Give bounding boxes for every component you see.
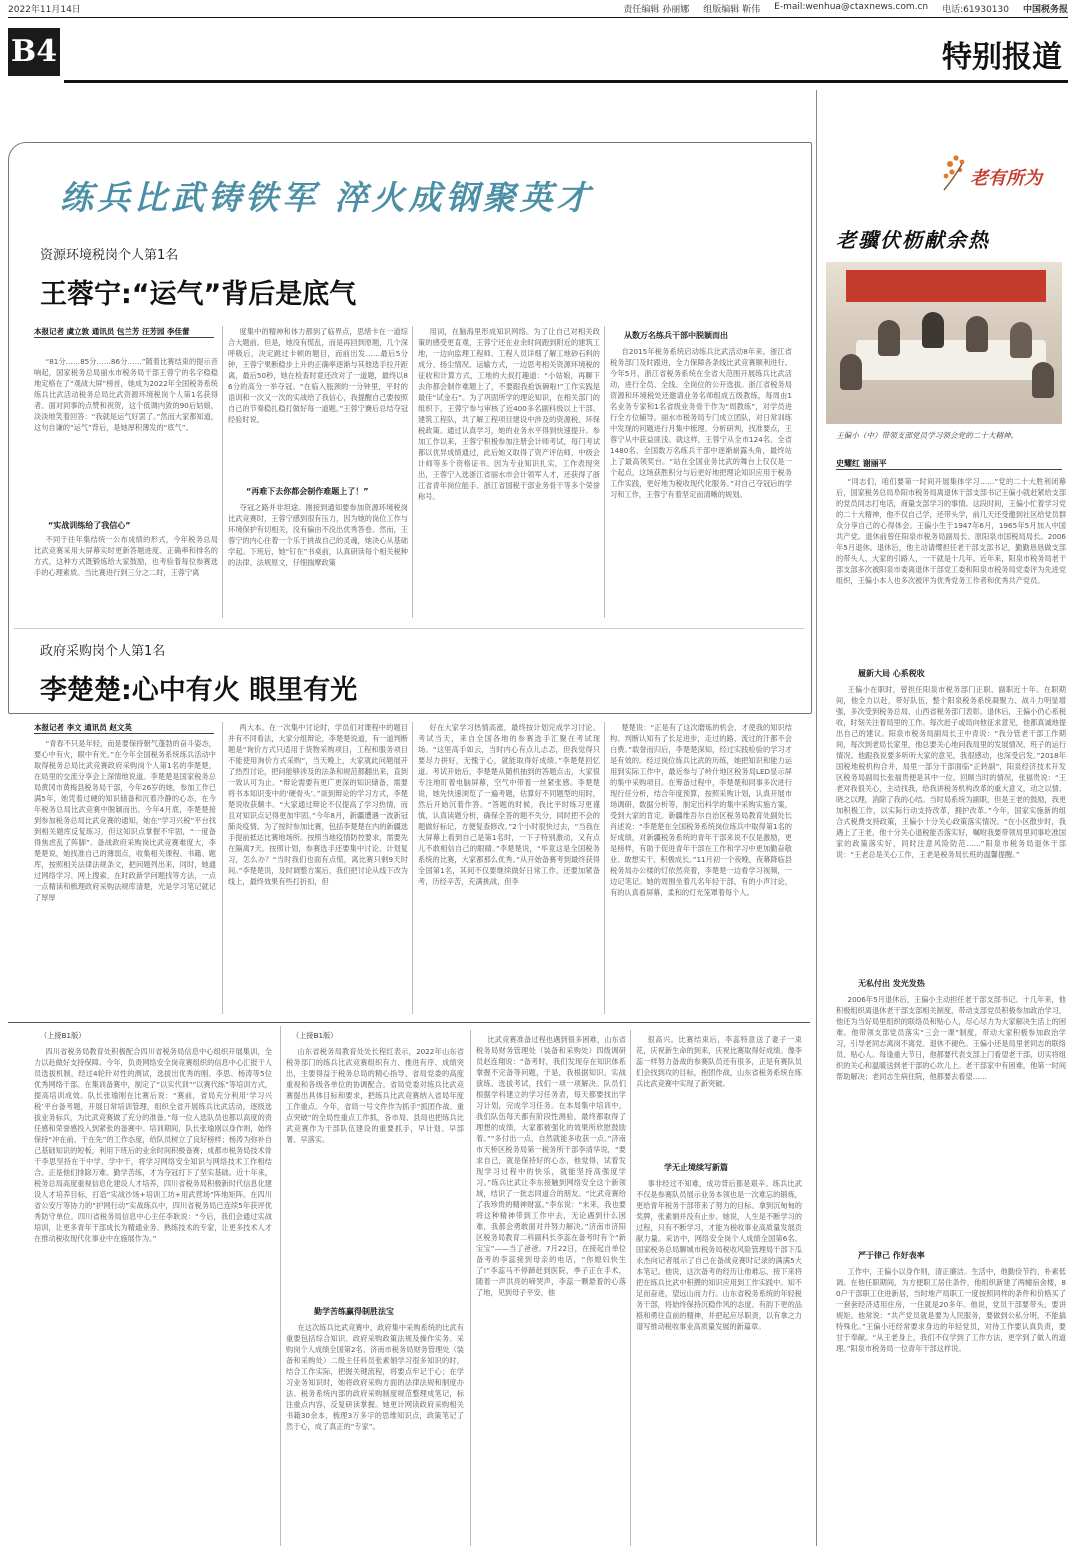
photo-person (1010, 322, 1032, 358)
photo-person (840, 354, 862, 390)
story1-col2-quote: “再难下去你都会制作难题上了！” (246, 487, 369, 496)
story1-col2b-text: 夺冠之路并非坦途。刚接到通知要参加资源环境税岗比武竞赛时，王蓉宁感到很有压力，因为她的岗位工作与环境保护有切相关，没有偏由不没出优秀答卷。然而，王蓉宁的内心住着一个乐于挑战自己的灵魂，她决心从基础学起。下班后，她“钉在”书桌前，认真研读每个相关税种的法律、法规原文，仔细揣摩政策 (228, 503, 408, 567)
story1-col1b-text: 不同于往年集结统一公布成绩的形式，今年税务总局比武竞赛采用大屏幕实时更新答题进度、正确率和排名的方式，这种方式既锻炼给大家鼓励，也考验着每位参赛选手的心理素质。当比赛进行到三分之二时，王蓉宁离 (34, 535, 218, 577)
story1-col4-text: 自2015年税务系统启动练兵比武活动8年来，浙江省税务部门及时跟进，全力保障各条线比武竞赛顺利进行。今年5月，浙江省税务系统在全省大范围开展练兵比武活动，进行全员、全线、全岗位的公开选拔。浙江省税务局资源和环境税处还邀请业务名师组成五级教练，每周由1名业务专家和1名省级业务骨干作为“周教练”，对学员进行全方位辅导。丽水市税务局专门成立团队，对日常训练中发现的问题进行月集中梳理、分析研判，找准要点，王蓉宁从中获益匪浅。就这样，王蓉宁从全市124名、全省1480名、全国数万名练兵干部中逐渐崭露头角，最终站上了最高领奖台。“站在全国业务比武的舞台上仅仅是一个起点，这场获胜积分与后更好地把理论知识应用于税务工作实践，更好地为税收现代化服务。”对自己夺冠后的学习和工作，王蓉宁有着坚定而清晰的规划。 (610, 347, 792, 499)
story3-col4-text: 很高兴。比赛结束后，李蕊特意送了妻子一束花，庆祝新生命的到来，庆祝比赛取得好成绩。像李蕊一样努力备战的参赛队员还有很多，正是有赛队员们会找到攻的目标，抱团作战，山东省税务系统在练兵比武竞赛中实现了新突破。 (636, 1035, 802, 1088)
story3-col2b-text: 在这次练兵比武竞赛中，政府集中采购系统的比武有重要包括综合知识、政府采购政策法规及操作实务。采购岗个人成绩全国第2名、济南市税务局财务管理处（装备和采购处）二级主任科员张素娟学习很多知识的时，结合工作实际，把握关键流程，将要点牢记于心；在学习业务知识时，她将政府采购方面的法律法规和制度办法、税务系统内部的政府采购制度规范整理成笔记，标注重点内容，反复研读掌握。她更计网读政府采购相关书籍30余本，梳理3万多字的思维知识点，政策笔记了然于心，成了真正的“专家”。 (286, 1323, 464, 1431)
story1-col4 (610, 346, 792, 618)
photo-banner (846, 270, 1046, 302)
story1-kicker: 资源环境税岗个人第1名 (40, 248, 179, 263)
story2-col3-text: 好在大家学习热情高涨，最终按计划完成学习讨论。考试当天，来自全国各地的参赛选手汇聚在考试现场。“这里高手如云，当时内心有点儿忐忑，但我觉得只要尽力拼好，无愧于心，就能取得好成绩。”李楚楚回忆道。考试开始后，李楚楚从随机抽到的答题点击，大家很专注地盯着电脑屏幕，空气中带着一丝紧张感。李楚楚说，她先快速浏览了一遍考题，估算好不同题型的用时，然后开始沉着作答。“答题的时候，我比平时练习更谨慎，认真读题分析，确保全答的题不失分，同时把不会的题做好标记，方便复查修改。”2个小时很快过去，“当我在大屏幕上看到自己是第1名时，一下子特别激动，又有点儿不敢相信自己的眼睛。”李楚楚说，“毕竟这是全国税务系统的比赛，大家都那么优秀。”从开始备赛考到最终获得全国第1名，其间不仅要继续做好日常工作，还要加紧备考，历经辛苦，充满挑战，但李 (418, 723, 600, 886)
divider (222, 326, 223, 618)
divider (604, 326, 605, 618)
section-title: 特别报道 (942, 40, 1062, 75)
story3-col3-text: 比武竞赛准备过程也遇到很多困难，山东省税务局财务管理处（装备和采购处）四级调研员赵连翔说：“备考时，我们发现存在知识体系掌握不完备等问题，于是，我根据知识、实战演练、选拔考试，找们一项一项解决。队员们根据学科建立的学习任务表，每天都要找出学习计划，完成学习任务。在本局集中培训中，我们队伍每天都有阶段性测验，最终都取得了理想的成绩，大家都被强化的效果所欣慰鼓励着。”“多付出一点，自然就能多收获一点。”济南市天桥区税务局第一税务所干部李清华说，“要求自己，就是保持好的心态，他觉得，试着发现学习过程中的快乐，就能坚持高强度学习。”练兵比武让李东接触到网络安全这个新领域，结识了一批志同道合的朋友。“比武竞赛给了我珍贵的精神财富。”李东说：“未来，我也要将这种精神带到工作中去，无论遇到什么困难，我都会勇敢面对并努力解决。”济南市济阳区税务局教育二科副科长李蕊在备考时有个“新宝宝”——当了爸爸。7月22日，在接起自单位备考的李蕊接到母亲的电话，“你媳妇快生了!”李蕊马不停蹄赶到医院，季子正在手术，随着一声洪亮的啼哭声，李蕊一颗悬着的心落了地，见到母子平安，他 (476, 1035, 626, 1297)
story3-col4-sub: 学无止境续写新篇 (664, 1163, 728, 1172)
story1-byline: 本报记者 虞立敦 通讯员 包兰芳 汪芳园 李佳蕾 (34, 326, 214, 338)
section-rule (64, 80, 1068, 83)
issue-date: 2022年11月14日 (8, 4, 81, 15)
story1-col4-sub: 从数万名练兵干部中脱颖而出 (624, 331, 728, 340)
paper-name: 中国税务报 (1022, 4, 1068, 15)
sidebar-divider (816, 90, 817, 1546)
story3-col1 (34, 1046, 272, 1546)
sidebar-p3 (836, 994, 1066, 1244)
sidebar-sub2: 无私付出 发光发热 (858, 979, 925, 988)
photo-person (966, 316, 988, 352)
sprig-icon (940, 150, 1060, 200)
top-rule (8, 17, 1068, 18)
page-code: B4 (8, 28, 60, 76)
photo-person (878, 320, 900, 356)
sidebar-p1-text: “同志们，咱们要第一时间开展集体学习……”党的二十大胜利闭幕后，国家税务总局阜阳市税务局离退休干部支部书记王偏小就赶紧给支部的党员同志打电话，商量支部学习的事情。这段时间，王偏小忙着学习党的二十大精神，他不仅自己学，还带头学，前几天还受邀到社区给党员群众分享自己的心得体会。王偏小生于1947年6月，1965年5月加入中国共产党。退休前曾任阳泉市税务局副局长、原阳泉市国税局局长。2006年5月退休。退休后，他主动请缨担任老干部支部书记，勤勤恳恳做支部的带头人、大家的引路人，一干就是十几年。近年来，阳泉市税务局老干部支部多次被阳泉市委离退休干部党工委和阳泉市税务局党委评为先进党组织，王偏小本人也多次被评为优秀党务工作者和优秀共产党员。 (836, 477, 1066, 585)
divider (470, 1030, 471, 1546)
sidebar-p4 (836, 1266, 1066, 1546)
story1-col1b (34, 534, 218, 618)
story3-col2 (286, 1046, 464, 1302)
divider (630, 1030, 631, 1546)
story1-col3-text: 用词，在脑海里形成知识网络。为了让自己对相关政策的感受更直观，王蓉宁还在业余时间跑到附近的建筑工地，一边向监理工程师、工程人员详细了解工地砂石料的成分、扬尘情况、运输方式，一边思考相关资源环境税的征收和计算方式，工地的大叔打趣道：“小姑娘，再聊下去你都会制作难题上了，不要跟我抢饭碗啦!”工作实践是最佳“试金石”。为了巩固所学的理论知识，在相关部门的组织下，王蓉宁参与审核了近400多名副科级以上干部、建筑工程队，共了解工程项目建设中涉及的资源税、环保税政策。通过认真学习，她的业务水平得到快速提升。参加工作以来，王蓉宁积极参加注册会计师考试，每门考试都以优异成绩通过，此后她又取得了资产评估师、中级会计师等多个资格证书。因为专业知识扎实，工作表现突出，王蓉宁入选浙江省丽水市会计领军人才，还获得了浙江省青年岗位能手、浙江省国税干部业务骨干等多个荣誉称号。 (418, 327, 600, 501)
story1-col3 (418, 326, 600, 618)
story3-col3 (476, 1034, 626, 1544)
story2-col3 (418, 722, 600, 1014)
story1-col2-text: 度集中的精神和体力都到了临界点，思绪卡在一道综合大题前。但是，她没有慌乱，而是再回到原题，几个深呼吸后，决定跳过卡顿的题目，而前出发……最后5分钟，王蓉宁果断稳步上升的正确率逐渐与其他选手拉开距离，最后50秒，她在检查时竟还改对了一道题，最终以86分的高分一举夺冠。“在临入瓶颈的一分钟里，平时的语训和一次又一次的实战给了我信心，我提醒自己要按照自己的节奏稳扎稳打做好每一道题。”王蓉宁賽后总结夺冠经验时说。 (228, 327, 408, 424)
story1-col1-text: “81分……85分……86分……”随着比赛结束的提示音响起，国家税务总局丽水市税务局干部王蓉宁的名字稳稳地定格在了“观战大屏”榜首，她成为2022年全国税务系统练兵比武活动税务总局比武资源环境税岗个人第1名获得者。面对同事的点赞和祝贺，这个低调内敛的90后姑娘，淡淡地笑着回答：“我就是运气好罢了。”然而大家都知道，这句自谦的“运气”背后，是她厚积薄发的“底气”。 (34, 357, 218, 432)
jump-label: （上接B1版） (40, 1031, 86, 1040)
sidebar-sub1: 履新大局 心系税收 (858, 669, 925, 678)
story3-col2-sub: 勤学苦练赢得制胜法宝 (314, 1307, 394, 1316)
sidebar-headline: 老骥伏枥献余热 (836, 228, 990, 252)
meeting-photo (826, 262, 1062, 424)
story3-jump-right (292, 1030, 492, 1042)
story3-col1-text: 四川省税务局教育处积极配合四川省税务局信息中心组织开展集训，全力以赴做好支持保障。今年，负责网络安全岗竞赛组织的信息中心汇报干人员选拔机制，经过4轮针对性的测试，选拔出优秀的刚、李思、杨涛等5位优秀网络干部。在集训备赛中，制定了“以实代训”“以赛代练”等培训方式，提高培训成效。队长张瑜刚在比赛后说：“赛前，省局充分利用‘学习兴税’平台备考题，开展日常培训管理，组织全省开展练兵比武活动，逐级选拔业务标兵，为比武竞赛做了充分的准备。”每一位入选队员也都以高度的责任感和荣誉感投入到紧张的备赛中。培训期间，队长张瑜刚以身作则，始终保持“冲在前、干在先”的工作态度，给队员树立了良好榜样；杨涛为弥补自己基础知识的短板，利用下班后的业余时间积极备赛；成都市税务局技术骨干李思坚持在干中学、学中干，将学习网络安全知识与网络技术工作相结合。正是他们排除万难、勤学苦练，才为夺冠打下了坚实基础。近十年来，税务总局高度重视信息化建设人才培养，四川省税务局积极新时代信息化建设人才培养目标，打造“实战沙场+培训工坊+用武营场”阵地矩阵。在四川省公安厅等协力的“护网行动”实战练兵中，四川省税务局已连续5年获评优秀防守单位。四川省税务局信息中心主任李耿说：“今后，我们会通过实战培训，让更多青年干部成长为精通业务、熟练技术的专家，让更多技术人才在推动税收现代化事业中在施展作为。” (34, 1047, 272, 1243)
divider (280, 1026, 281, 1546)
sidebar-p3-text: 2006年5月退休后，王偏小主动担任老干部支部书记。十几年来，他积极组织离退休老干部支部相关制度，带动支部党员积极参加政治学习，他还为当好局里组织的联络员和贴心人，尽心尽力为大家解决生活上的困难。他带领支部党员落实“三会一课”制度，带动大家积极参加政治学习，引导老同志离岗不离党、退休不褪色。王偏小还是局里老同志的联络员、贴心人。每逢重大节日，他都要代表支部上门看望老干部，切实将组织的关心和温暖送到老干部的心坎儿上。老干部家中有困难，他第一时间帮助解决；老同志生病住院，他都要去看望…… (836, 995, 1066, 1081)
story2-byline: 本报记者 李文 通讯员 赵文英 (34, 722, 214, 734)
masthead-bar (8, 0, 1068, 16)
designer-credit: 组版编辑 靳伟 (703, 4, 761, 15)
story3-col4 (636, 1034, 802, 1158)
divider (412, 722, 413, 1014)
sidebar-p1 (836, 476, 1066, 662)
jump-label: （上接B1版） (292, 1031, 338, 1040)
email-credit: E-mail:wenhua@ctaxnews.com.cn (774, 1, 929, 12)
sidebar-sub3: 严于律己 作好表率 (858, 1251, 925, 1260)
column-logo-text: 老有所为 (970, 168, 1042, 189)
divider (14, 628, 804, 629)
masthead-credits (623, 2, 1068, 15)
story3-col2-text: 山东省税务局教育处处长程红表示，2022年山东省税务部门的练兵比武竞赛组织有力、推进有序、成绩突出，主要得益于税务总局的精心指导、省局党委的高度重视和各级各单位的协调配合。省局党委对练兵比武竞赛提出具体目标和要求，把练兵比武竞赛纳入省局年度工作重点。今年，省局一号文件作为抓手“抓团作战、重点突破”的全局性重点工作抓，各市局、县局也把练兵比武竞赛作为干部队伍建设的重要抓手，早计划、早部署、早落实。 (286, 1047, 464, 1144)
photo-person (922, 312, 944, 348)
sidebar-byline: 史耀红 谢丽平 (836, 458, 1062, 470)
story1-col2b (228, 502, 408, 618)
sidebar-p2-text: 王偏小在职时，曾担任阳泉市税务部门正职、副职近十年。在职期间，他全力以赴，带好队伍，整个阳泉税务系统凝聚力、战斗力明显增强，多次受到税务总局、山西省税务部门表彰。退休后，王偏小仍心系税收，时刻关注着局里的工作。每次赶子或局向他征求意见，他都真诚地提出自己的建议。阳泉市税务局副局长王中青说：“我分管老干部工作期间，每次到老局长家里，他总要关心地问我局里的发展情况、班子的运行情况。他跟我说要多听听大家的意见，我很感动，也深受启发。”2018年国税地税机构合并，局里一部分干部面临“正转副”，阳泉经济技术开发区税务局副局长张福贵便是其中一位。回顾当时的情况，张福贵说：“王老对我很关心，主动找我，给我讲税务机构改革的重大意义，动之以情、晓之以理，消除了我的心结。当时局系统为副职，但是王老的鼓励，我更加积极工作，以实际行动支持改革，拥护改革。”今年，国家实施新的组合式税费支持政策，王偏小十分关心政策落实情况。“在小区散步时，我遇上了王老，他十分关心退税能否落实好，嘱咐我要带领局里同事吃准国家的政策落实好，同时注意风险防范……”阳泉市税务局退休干部说：“王老总是关心工作，王老是税务局长班的温馨提醒。” (836, 685, 1066, 859)
photo-person (1032, 362, 1054, 398)
story3-jump-left (40, 1030, 240, 1042)
divider (8, 1022, 810, 1023)
story2-headline: 李楚楚:心中有火 眼里有光 (40, 675, 358, 706)
phone-credit: 电话:61930130 (942, 4, 1009, 15)
sidebar-p2 (836, 684, 1066, 972)
column-logo (940, 150, 1060, 204)
story2-col2-text: 两大本。在一次集中讨论时，学员们对课程中的题目并有不同看法，大家分组辩论，李楚楚说道，有一道判断题是“询价方式只适用于货物采购项目，工程和服务项目不能使用询价方式采购”，当天晚上，大家就此问题展开了热烈讨论，把问能够涉及的法条和规范都翻出来，直到一致认可为止。“辩论需要有更广更深的知识储备，需要将书本知识变中的‘硬骨头’。”谈到辩论的学习方式，李楚楚说收获颇丰。“大家通过辩论不仅提高了学习热情，而且对知识点记得更加牢固。”今年8月，新疆遭遇一波新冠肺炎疫情。为了按时参加比赛，包括李楚楚在内的新疆选手提前抵达比赛地场所。按照当地疫情防控要求，需要先在隔离7天。按照计划，参赛选手还要集中讨论、计划复习，怎么办？“当时我们也面有点慌，离比赛只剩9天时间。”李楚楚说，及时调整方案后，我们把讨论从线下改为线上，最终效果有些打折扣，但 (228, 723, 408, 886)
story1-col1-sub: “实战训练给了我信心” (48, 521, 131, 530)
story3-col4b (636, 1178, 802, 1544)
story2-col4-text: 楚楚说：“正是有了这次磨炼的机会，才使我的知识结构、判断认知有了长足进步，走过的路、流过的汗都不会白费。”载誉而归后，李楚楚深知，经过实践检验的学习才是有效的。经过岗位练兵比武的历练，她把知识和能力运用到实际工作中，最近参与了岭什地区税务局LED显示屏的集中采购项目。在筹备过程中，李楚楚和同事多次进行现行任分析，结合年度预算，按照采购计划，认真开展市场调研、数据分析等，制定出科学的集中采购实施方案，受到大家的肯定。新疆维吾尔自治区税务局教育处副处长肖述说：“李楚楚在全国税务系统岗位练兵中取得第1名的好成绩，对新疆税务系统的青年干部来说不仅是激励，更是榜样，有助于促进青年干部在工作和学习中更加勤奋敬业、敢想实干、积极成长。”11月初一个夜晚，夜幕降临县税务局办公楼的灯依然亮着，李楚楚一边看学习视频，一边记笔记。她的周围坐着几名年轻干部，有的小声讨论，有的认真看屏幕，柔和的灯光笼罩着每个人。 (610, 723, 792, 897)
divider (412, 326, 413, 618)
story3-col2b (286, 1322, 464, 1544)
story1-headline: 王蓉宁:“运气”背后是底气 (40, 279, 357, 310)
sidebar-p4-text: 工作中，王偏小以身作则，清正廉洁。生活中，他勤俭节约、朴素低调。在他任职期间，为方便职工居住条件，他组织新建了两幢宿舍楼，80户干部职工住进新居，当时地产局职工一度按照同样的条件和价格买了一套套经济适用住房，一住就是20多年。他说，党员干部要带头，要讲规矩。他常说：“共产党员就是要为人民服务，要做到公私分明，不能搞特殊化。”王偏小还经常要求身边的年轻党员，对待工作要认真负责，要甘于奉献。“从王老身上，我们不仅学到了工作方法，更学到了做人的道理。”阳泉市税务局一位青年干部这样说。 (836, 1267, 1066, 1353)
story2-col4 (610, 722, 792, 1014)
story1-col2 (228, 326, 408, 462)
feature-banner: 练兵比武铸铁军 淬火成钢聚英才 (60, 178, 594, 217)
story2-col2 (228, 722, 408, 1014)
photo-caption: 王偏小（中）带领支部党员学习领会党的二十大精神。 (836, 431, 1019, 440)
story3-col4b-text: 事非经过不知难，成功背后都是艰辛。练兵比武不仅是参赛队员展示业务本领也是一次难忘的锻炼，更给青年税务干部带来了努力的目标。拿到沉甸甸的奖牌，张素娟并没有止步。她说，人生是不断学习的过程，只有不断学习，才能为税收事业高质量发展贡献力量。采访中，网络安全岗个人成绩全国第6名、国家税务总局聊城市税务局税收风险管理局干部下瓜永杰向记者展示了自己在备战竞赛时记录的满满5大本笔记。他说，这次备考的经历让他难忘，接下来将把在练兵比武中积攒的知识应用到工作实践中。知不足而奋进，望远山而力行。山东省税务系统的年轻税务干部，将始终保持沉稳作风的态度、有韵下更的品格和勇往直前的精神，并把起应尽职责，以有拿之力谱写推动税收事业高质量发展的新篇章。 (636, 1179, 802, 1331)
story2-kicker: 政府采购岗个人第1名 (40, 644, 166, 659)
story2-col1-text: “青春不只是年轻，而是要保持朝气蓬勃的奋斗姿态，要心中有火，眼中有光。”在今年全国税务系统练兵活动中取得税务总局比武竞赛政府采购岗个人第1名的李楚楚，在局里的交流分享会上深情地说道。李楚楚是国家税务总局黄冈市黄梅县税务局干部，今年26岁的她，参加工作已满5年，她凭着过硬的知识储备和沉着冷静的心态，在今年税务总局比武竞赛中脱颖而出。今年4月底，李楚楚接到参加税务总局比武竞赛的通知，她在“学习兴税”平台找到相关题库反复练习，但这知识点掌握不牢固，“一度备得焦虑乱了阵脚”。备战政府采购岗比武竞赛难度大，李楚楚说，她找准自己的薄弱点，收集相关课程、书籍、题库，按照相关法律法规条文，把问题列出来，同时，她通过网络学习、网上搜索，在时政新学问题找等方法，一点一点精读和梳理政府采购法规库清楚，光是学习笔记就记了厚厚 (34, 739, 216, 902)
editor-credit: 责任编辑 孙丽娜 (623, 4, 690, 15)
divider (222, 722, 223, 1014)
divider (604, 722, 605, 1014)
story1-col1 (34, 356, 218, 518)
story2-col1 (34, 738, 216, 1014)
